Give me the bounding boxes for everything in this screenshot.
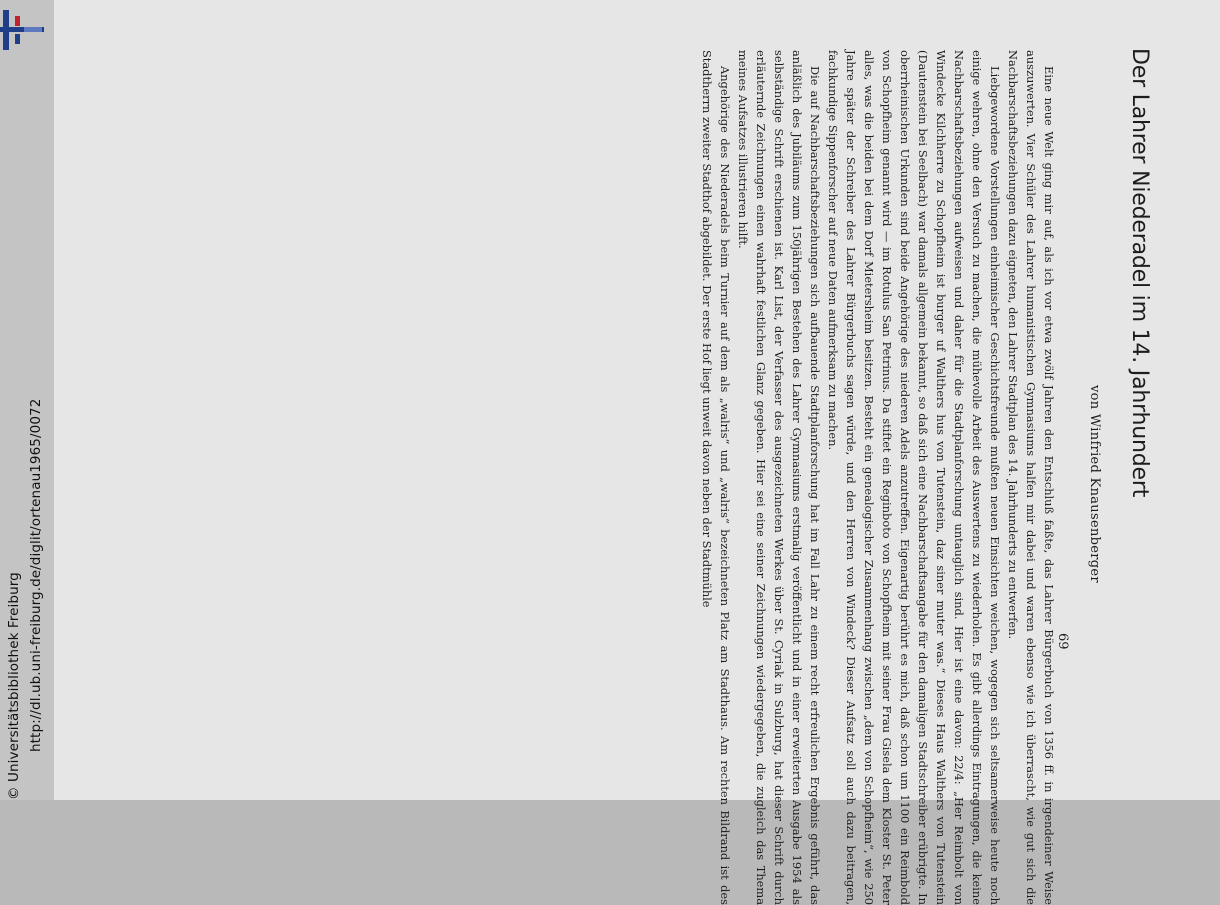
article-title: Der Lahrer Niederadel im 14. Jahrhundert xyxy=(1127,48,1152,498)
source-url[interactable]: http://dl.ub.uni-freiburg.de/diglit/ortenau1965/0072 xyxy=(28,398,44,752)
viewer-sidebar xyxy=(0,0,54,800)
scanned-page xyxy=(54,0,1220,905)
article-author: von Winfried Knausenberger xyxy=(1087,385,1102,583)
paragraph: Liebgewordene Vorstellungen einheimischer Geschichtsfreunde mußten neuen Einsichten weichen, wogegen sich seltsamerweise heute noch einige wehren, ohne den Versuch zu machen, die mühevolle Arbeit des Auswertens zu wiederholen. Es gibt allerdings Eintragungen, die keine Nachbarschaftsbeziehungen aufweisen und daher für die Stadtplanforschung untauglich sind. Hier ist eine davon: 22/4: „Her Reimbolt von Windecke Kilchherre zu Schopfheim ist burger uf Walthers hus von Tutenstein, daz siner muter was.“ Dieses Haus Walthers von Tutenstein (Dautenstein bei Seelbach) war damals allgemein bekannt, so daß sich eine Nachbarschaftsangabe für den damaligen Stadtschreiber erübrigte. In oberrheinischen Urkunden sind beide Angehörige des niederen Adels anzutreffen. Eigenartig berührt es mich, daß schon um 1100 ein Reimbold von Schopfheim genannt wird — im Rotulus San Petrinus. Da stiftet ein Reginboto von Schopfheim mit seiner Frau Gisela dem Kloster St. Peter alles, was die beiden bei dem Dorf Mietersheim besitzen. Besteht ein genealogischer Zusammenhang zwischen „dem von Schopfheim“, wie 250 Jahre später der Schreiber des Lahrer Bürgerbuchs sagen würde, und den Herren von Windeck? Dieser Aufsatz soll auch dazu beitragen, fachkundige Sippenforscher auf neue Daten aufmerksam zu machen. xyxy=(826,50,1002,905)
page-content xyxy=(54,0,1220,905)
copyright-notice: © Universitätsbibliothek Freiburg xyxy=(6,572,22,800)
paragraph: Die auf Nachbarschaftsbeziehungen sich aufbauende Stadtplanforschung hat im Fall Lahr zu einem recht erfreulichen Ergebnis geführt, das anläßlich des Jubiläums zum 150jährigen Bestehen des Lahrer Gymnasiums erstmalig veröffentlicht und in einer erweiterten Ausgabe 1954 als selbständige Schrift erschienen ist. Karl List, der Verfasser des ausgezeichneten Werkes über St. Cyriak in Sulzburg, hat dieser Schrift durch erläuternde Zeichnungen einen wahrhaft festlichen Glanz gegeben. Hier sei eine seiner Zeichnungen wiedergegeben, die zugleich das Thema meines Aufsatzes illustrieren hilft. xyxy=(736,50,822,905)
paragraph: Eine neue Welt ging mir auf, als ich vor etwa zwölf Jahren den Entschluß faßte, das Lahrer Bürgerbuch von 1356 ff. in irgendeiner Weise auszuwerten. Vier Schüler des Lahrer humanistischen Gymnasiums halfen mir dabei und waren ebenso wie ich überrascht, wie gut sich die Nachbarschaftsbeziehungen dazu eigneten, den Lahrer Stadtplan des 14. Jahrhunderts zu entwerfen. xyxy=(1006,50,1056,905)
paragraph: Angehörige des Niederadels beim Turnier auf dem als „walris“ und „walris“ bezeichneten Platz am Stadthaus. Am rechten Bildrand ist des Stadtherrn zweiter Stadthof abgebildet. Der erste Hof liegt unweit davon neben der Stadtmühle xyxy=(700,50,732,905)
page-number: 69 xyxy=(1055,633,1070,650)
article-body xyxy=(698,50,1058,905)
